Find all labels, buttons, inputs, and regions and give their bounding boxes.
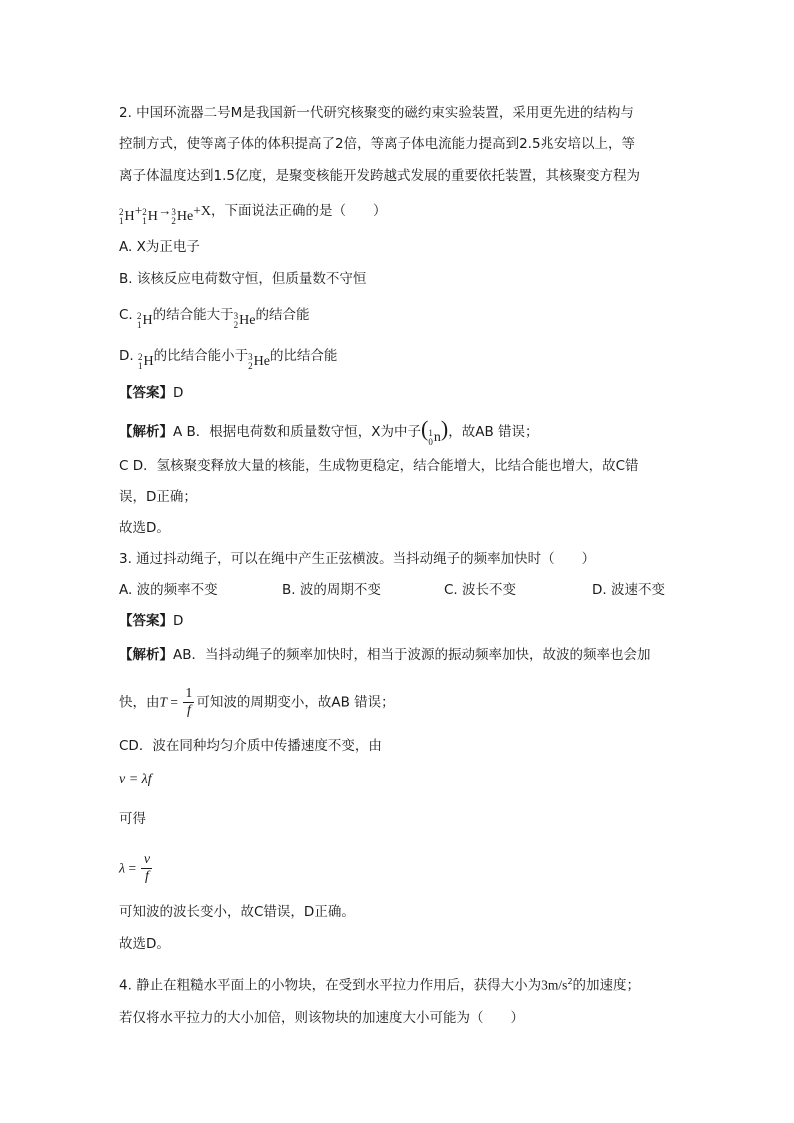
answer-value: D <box>173 385 184 401</box>
q3-analysis-line-3: CD．波在同种均匀介质中传播速度不变，由 <box>119 738 382 754</box>
product-x: X <box>200 204 211 219</box>
nuclide-deuterium: 2 1 H <box>137 311 153 330</box>
q2-option-c: C. 2 1 H 的结合能大于 3 2 He 的结合能 <box>119 307 310 330</box>
q2-analysis-line-4: 故选D。 <box>119 520 170 536</box>
q2-answer <box>119 383 183 403</box>
answer-label: 【答案】 <box>119 613 173 629</box>
nuclide-deuterium-1: 2 1 H <box>119 207 135 226</box>
q3-option-d: D. 波速不变 <box>592 582 665 598</box>
nuclide-deuterium: 2 1 H <box>137 352 154 371</box>
reaction-arrow: → <box>157 203 172 218</box>
formula-v-equals-lambda-f: v = λf <box>119 772 152 787</box>
plus-sign: + <box>134 203 143 218</box>
formula-period-lhs: T <box>159 694 168 710</box>
nuclide-helium-3: 3 2 He <box>248 352 270 371</box>
q2-stem-line-1: 2. 中国环流器二号M是我国新一代研究核聚变的磁约束实验装置，采用更先进的结构与 <box>119 105 634 121</box>
nuclide-helium-3: 3 2 He <box>171 207 194 226</box>
q2-analysis-line-2: C D．氢核聚变释放大量的核能，生成物更稳定，结合能增大，比结合能也增大，故C错 <box>119 458 639 474</box>
q3-option-a: A. 波的频率不变 <box>119 582 218 598</box>
q2-option-a: A. X为正电子 <box>119 239 200 255</box>
q3-analysis-line-2: 快，由T = $\frac{1}{f}$ 可知波的周期变小，故AB 错误； <box>119 686 395 718</box>
nuclide-neutron: 1 0 n <box>428 428 441 447</box>
answer-value: D <box>173 613 184 629</box>
q4-stem-line-2: 若仅将水平拉力的大小加倍，则该物块的加速度大小可能为（ ） <box>119 1010 524 1026</box>
q2-option-d: D. 2 1 H 的比结合能小于 3 2 He 的比结合能 <box>119 348 338 371</box>
q3-analysis-line-6: 故选D。 <box>119 936 170 952</box>
plus-sign: + <box>193 203 201 218</box>
nuclide-helium-3: 3 2 He <box>233 311 256 330</box>
q3-stem: 3. 通过抖动绳子，可以在绳中产生正弦横波。当抖动绳子的频率加快时（ ） <box>119 551 596 567</box>
analysis-label: 【解析】 <box>119 424 173 440</box>
acceleration-value: 3m/s <box>541 977 568 993</box>
q2-equation-line <box>119 201 386 227</box>
q2-stem-tail: ，下面说法正确的是（ ） <box>210 203 387 219</box>
q3-option-c: C. 波长不变 <box>444 582 517 598</box>
nuclide-deuterium-2: 2 1 H <box>142 207 158 226</box>
analysis-label: 【解析】 <box>119 647 173 663</box>
q2-analysis-line-1: 【解析】A B．根据电荷数和质量数守恒，X为中子( 1 0 n )，故AB 错误； <box>119 416 539 447</box>
q2-stem-line-2: 控制方式，使等离子体的体积提高了2倍，等离子体电流能力提高到2.5兆安培以上，等 <box>119 136 636 152</box>
answer-label: 【答案】 <box>119 385 173 401</box>
q3-answer <box>119 611 183 631</box>
formula-lambda-equals-v-over-f: λ = $\frac{v}{f}$ <box>119 852 154 885</box>
q2-stem-line-3: 离子体温度达到1.5亿度，是聚变核能开发跨越式发展的重要依托装置，其核聚变方程为 <box>119 168 640 184</box>
q3-option-b: B. 波的周期不变 <box>282 582 381 598</box>
q2-option-b: B. 该核反应电荷数守恒，但质量数不守恒 <box>119 271 367 287</box>
q3-analysis-line-4: 可得 <box>119 811 146 827</box>
formula-fraction-1-over-f: $\frac{1}{f}$ <box>185 686 193 718</box>
q4-stem-line-1: 4. 静止在粗糙水平面上的小物块，在受到水平拉力作用后，获得大小为$3m/s^2$的加速度； <box>119 977 641 994</box>
q3-analysis-line-1: 【解析】AB．当抖动绳子的频率加快时，相当于波源的振动频率加快，故波的频率也会加 <box>119 647 651 663</box>
q2-analysis-line-3: 误，D正确； <box>119 489 197 505</box>
q3-analysis-line-5: 可知波的波长变小，故C错误，D正确。 <box>119 904 355 920</box>
